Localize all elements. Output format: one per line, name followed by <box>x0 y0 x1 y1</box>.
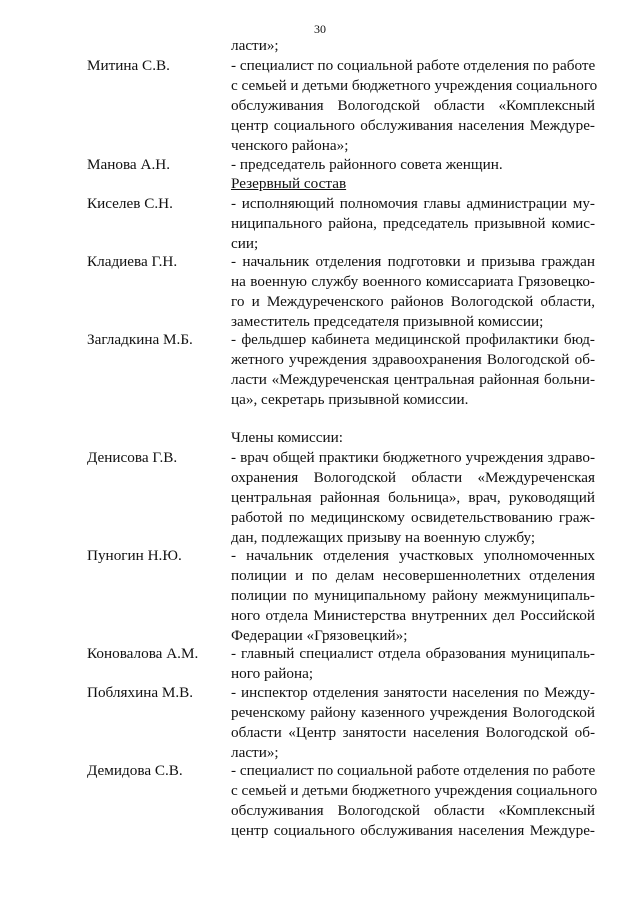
member-role-line: ного отдела Министерства внутренних дел Российской <box>231 607 595 624</box>
member-role-line: области «Центр занятости населения Вологодской об- <box>231 724 595 741</box>
member-role-line: ласти»; <box>231 744 279 761</box>
member-role-line: сии; <box>231 235 259 252</box>
member-role-line: - специалист по социальной работе отделения по работе <box>231 57 596 74</box>
member-name-manova: Манова А.Н. <box>87 156 171 173</box>
member-role-line: - председатель районного совета женщин. <box>231 156 503 173</box>
member-name-kladieva: Кладиева Г.Н. <box>87 253 178 270</box>
member-role-line: ниципального района, председатель призывной комис- <box>231 215 595 232</box>
member-role-line: ченского района»; <box>231 137 349 154</box>
member-role-line: центр социального обслуживания населения Междуре- <box>231 117 595 134</box>
member-role-line: ного района; <box>231 665 314 682</box>
member-role-line: обслуживания Вологодской области «Комплексный <box>231 97 595 114</box>
member-role-line: - исполняющий полномочия главы администрации му- <box>231 195 595 212</box>
member-role-line: полиции по муниципальному району межмуниципаль- <box>231 587 595 604</box>
member-name-denisova: Денисова Г.В. <box>87 449 178 466</box>
section-heading-members: Члены комиссии: <box>231 429 343 446</box>
continuation-line: ласти»; <box>231 37 279 54</box>
member-role-line: Федерации «Грязовецкий»; <box>231 627 408 644</box>
member-role-line: на военную службу военного комиссариата Грязовецко- <box>231 273 595 290</box>
member-name-mitina: Митина С.В. <box>87 57 170 74</box>
section-heading-reserve: Резервный состав <box>231 175 347 192</box>
member-name-konovalova: Коновалова А.М. <box>87 645 199 662</box>
member-name-zagladkina: Загладкина М.Б. <box>87 331 193 348</box>
member-name-punogin: Пуногин Н.Ю. <box>87 547 182 564</box>
member-role-line: с семьей и детьми бюджетного учреждения социального <box>231 77 598 94</box>
member-role-line: - специалист по социальной работе отделения по работе <box>231 762 596 779</box>
member-role-line: реченскому району казенного учреждения Вологодской <box>231 704 595 721</box>
member-name-demidova: Демидова С.В. <box>87 762 183 779</box>
member-role-line: дан, подлежащих призыву на военную службу; <box>231 529 536 546</box>
member-role-line: - главный специалист отдела образования муниципаль- <box>231 645 595 662</box>
member-role-line: ласти «Междуреченская центральная районная больни- <box>231 371 595 388</box>
member-role-line: работой по медицинскому освидетельствованию граж- <box>231 509 595 526</box>
member-role-line: - начальник отделения участковых уполномоченных <box>231 547 595 564</box>
member-role-line: центральная районная больница», врач, руководящий <box>231 489 595 506</box>
member-role-line: полиции и по делам несовершеннолетних отделения <box>231 567 595 584</box>
member-role-line: - врач общей практики бюджетного учреждения здраво- <box>231 449 595 466</box>
member-name-kiselev: Киселев С.Н. <box>87 195 173 212</box>
member-role-line: центр социального обслуживания населения Междуре- <box>231 822 595 839</box>
page-number: 30 <box>314 22 326 36</box>
member-role-line: ца», секретарь призывной комиссии. <box>231 391 469 408</box>
member-role-line: жетного учреждения здравоохранения Вологодской об- <box>231 351 595 368</box>
member-role-line: охранения Вологодской области «Междуреченская <box>231 469 595 486</box>
member-role-line: обслуживания Вологодской области «Комплексный <box>231 802 595 819</box>
member-role-line: - начальник отделения подготовки и призыва граждан <box>231 253 595 270</box>
member-role-line: заместитель председателя призывной комиссии; <box>231 313 544 330</box>
member-role-line: - инспектор отделения занятости населения по Между- <box>231 684 595 701</box>
member-name-poblyakhina: Побляхина М.В. <box>87 684 194 701</box>
member-role-line: - фельдшер кабинета медицинской профилактики бюд- <box>231 331 595 348</box>
member-role-line: го и Междуреченского районов Вологодской области, <box>231 293 595 310</box>
member-role-line: с семьей и детьми бюджетного учреждения социального <box>231 782 598 799</box>
